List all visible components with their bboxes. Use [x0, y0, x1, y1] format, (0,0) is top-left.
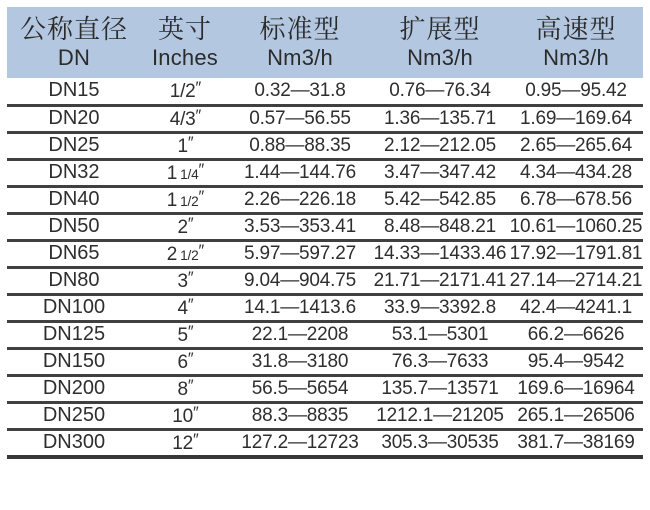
- cell-extended: 3.47—347.42: [371, 159, 509, 186]
- inch-mark-icon: ″: [193, 403, 198, 422]
- cell-high-speed: 10.61—1060.25: [509, 213, 643, 240]
- cell-dn: DN250: [7, 402, 141, 429]
- cell-extended: 2.12—212.05: [371, 132, 509, 159]
- inch-mark-icon: ″: [187, 349, 193, 368]
- cell-dn: DN100: [7, 294, 141, 321]
- table-row: [7, 321, 643, 348]
- header-dn-subtitle: DN: [57, 45, 91, 70]
- cell-extended: 53.1—5301: [371, 321, 509, 348]
- inches-fraction: 1/2: [180, 193, 199, 209]
- table-row: [7, 213, 643, 240]
- header-high-speed-subtitle: Nm3/h: [543, 45, 609, 70]
- header-standard-title: 标准型: [259, 14, 341, 44]
- header-row: [7, 7, 643, 78]
- header-standard-subtitle: Nm3/h: [267, 45, 333, 70]
- header-dn-title: 公称直径: [19, 14, 128, 44]
- cell-extended: 14.33—1433.46: [371, 240, 509, 267]
- cell-dn: DN40: [7, 186, 141, 213]
- cell-dn: DN150: [7, 348, 141, 375]
- inch-mark-icon: ″: [187, 133, 193, 152]
- inches-value: 4: [177, 297, 188, 319]
- cell-standard: 14.1—1413.6: [229, 294, 371, 321]
- cell-high-speed: 95.4—9542: [509, 348, 643, 375]
- inch-mark-icon: ″: [195, 106, 201, 125]
- header-extended-subtitle: Nm3/h: [407, 45, 473, 70]
- table-row: [7, 186, 643, 213]
- cell-dn: DN20: [7, 105, 141, 132]
- cell-standard: 0.88—88.35: [229, 132, 371, 159]
- cell-dn: DN80: [7, 267, 141, 294]
- cell-inches: [141, 132, 229, 159]
- inches-value: 1: [166, 162, 178, 184]
- table-header: [7, 7, 643, 78]
- table-row: [7, 267, 643, 294]
- cell-high-speed: 6.78—678.56: [509, 186, 643, 213]
- cell-standard: 5.97—597.27: [229, 240, 371, 267]
- inch-mark-icon: ″: [187, 295, 193, 314]
- inches-value: 12: [172, 432, 193, 454]
- cell-high-speed: 1.69—169.64: [509, 105, 643, 132]
- inches-value: 1: [166, 189, 178, 211]
- cell-standard: 127.2—12723: [229, 429, 371, 457]
- cell-standard: 88.3—8835: [229, 402, 371, 429]
- cell-high-speed: 66.2—6626: [509, 321, 643, 348]
- cell-extended: 1.36—135.71: [371, 105, 509, 132]
- table-row: [7, 240, 643, 267]
- header-col-inches: [141, 7, 229, 78]
- cell-dn: DN25: [7, 132, 141, 159]
- header-col-high-speed: [509, 7, 643, 78]
- header-col-dn: [7, 7, 141, 78]
- cell-high-speed: 27.14—2714.21: [509, 267, 643, 294]
- cell-extended: 1212.1—21205: [371, 402, 509, 429]
- flow-spec-table: [7, 7, 643, 459]
- table-row: [7, 132, 643, 159]
- cell-high-speed: 4.34—434.28: [509, 159, 643, 186]
- inch-mark-icon: ″: [187, 376, 193, 395]
- header-high-speed-title: 高速型: [535, 14, 617, 44]
- inches-value: 2: [177, 216, 188, 238]
- table-row: [7, 78, 643, 105]
- table-row: [7, 429, 643, 457]
- inch-mark-icon: ″: [198, 160, 204, 179]
- cell-extended: 135.7—13571: [371, 375, 509, 402]
- inches-value: 10: [172, 405, 193, 427]
- table-row: [7, 105, 643, 132]
- cell-standard: 3.53—353.41: [229, 213, 371, 240]
- inches-value: 1/2: [169, 80, 196, 102]
- header-inches-title: 英寸: [157, 14, 212, 44]
- cell-inches: [141, 186, 229, 213]
- cell-inches: [141, 159, 229, 186]
- inches-value: 2: [166, 243, 178, 265]
- cell-high-speed: 2.65—265.64: [509, 132, 643, 159]
- cell-inches: [141, 348, 229, 375]
- cell-extended: 8.48—848.21: [371, 213, 509, 240]
- cell-extended: 21.71—2171.41: [371, 267, 509, 294]
- cell-high-speed: 381.7—38169: [509, 429, 643, 457]
- inches-fraction: 1/2: [180, 247, 199, 263]
- cell-standard: 9.04—904.75: [229, 267, 371, 294]
- cell-standard: 2.26—226.18: [229, 186, 371, 213]
- cell-standard: 56.5—5654: [229, 375, 371, 402]
- cell-dn: DN15: [7, 78, 141, 105]
- cell-inches: [141, 105, 229, 132]
- inches-value: 4/3: [169, 108, 196, 130]
- header-col-standard: [229, 7, 371, 78]
- cell-dn: DN200: [7, 375, 141, 402]
- inch-mark-icon: ″: [198, 241, 204, 260]
- inch-mark-icon: ″: [195, 78, 201, 97]
- cell-inches: [141, 375, 229, 402]
- cell-standard: 1.44—144.76: [229, 159, 371, 186]
- header-inches-subtitle: Inches: [151, 45, 219, 70]
- inches-fraction: 1/4: [180, 166, 199, 182]
- cell-extended: 305.3—30535: [371, 429, 509, 457]
- cell-inches: [141, 321, 229, 348]
- cell-standard: 31.8—3180: [229, 348, 371, 375]
- inch-mark-icon: ″: [187, 322, 193, 341]
- cell-high-speed: 169.6—16964: [509, 375, 643, 402]
- inches-value: 8: [177, 378, 188, 400]
- cell-inches: [141, 213, 229, 240]
- cell-dn: DN32: [7, 159, 141, 186]
- table-row: [7, 375, 643, 402]
- inches-value: 5: [177, 324, 188, 346]
- inch-mark-icon: ″: [187, 268, 193, 287]
- cell-high-speed: 42.4—4241.1: [509, 294, 643, 321]
- inches-value: 1: [177, 135, 188, 157]
- cell-inches: [141, 78, 229, 105]
- cell-inches: [141, 240, 229, 267]
- inch-mark-icon: ″: [193, 430, 198, 449]
- table-body: [7, 78, 643, 457]
- cell-extended: 0.76—76.34: [371, 78, 509, 105]
- header-col-extended: [371, 7, 509, 78]
- cell-inches: [141, 267, 229, 294]
- inch-mark-icon: ″: [198, 187, 204, 206]
- cell-standard: 0.32—31.8: [229, 78, 371, 105]
- cell-extended: 76.3—7633: [371, 348, 509, 375]
- cell-inches: [141, 294, 229, 321]
- table-row: [7, 402, 643, 429]
- cell-extended: 5.42—542.85: [371, 186, 509, 213]
- cell-inches: [141, 402, 229, 429]
- cell-extended: 33.9—3392.8: [371, 294, 509, 321]
- inches-value: 6: [177, 351, 188, 373]
- table-row: [7, 348, 643, 375]
- cell-high-speed: 17.92—1791.81: [509, 240, 643, 267]
- cell-dn: DN65: [7, 240, 141, 267]
- table-row: [7, 294, 643, 321]
- inch-mark-icon: ″: [187, 214, 193, 233]
- inches-value: 3: [177, 270, 188, 292]
- cell-dn: DN125: [7, 321, 141, 348]
- header-extended-title: 扩展型: [399, 14, 481, 44]
- cell-inches: [141, 429, 229, 457]
- table-row: [7, 159, 643, 186]
- cell-high-speed: 0.95—95.42: [509, 78, 643, 105]
- cell-standard: 22.1—2208: [229, 321, 371, 348]
- cell-high-speed: 265.1—26506: [509, 402, 643, 429]
- cell-dn: DN50: [7, 213, 141, 240]
- cell-dn: DN300: [7, 429, 141, 457]
- cell-standard: 0.57—56.55: [229, 105, 371, 132]
